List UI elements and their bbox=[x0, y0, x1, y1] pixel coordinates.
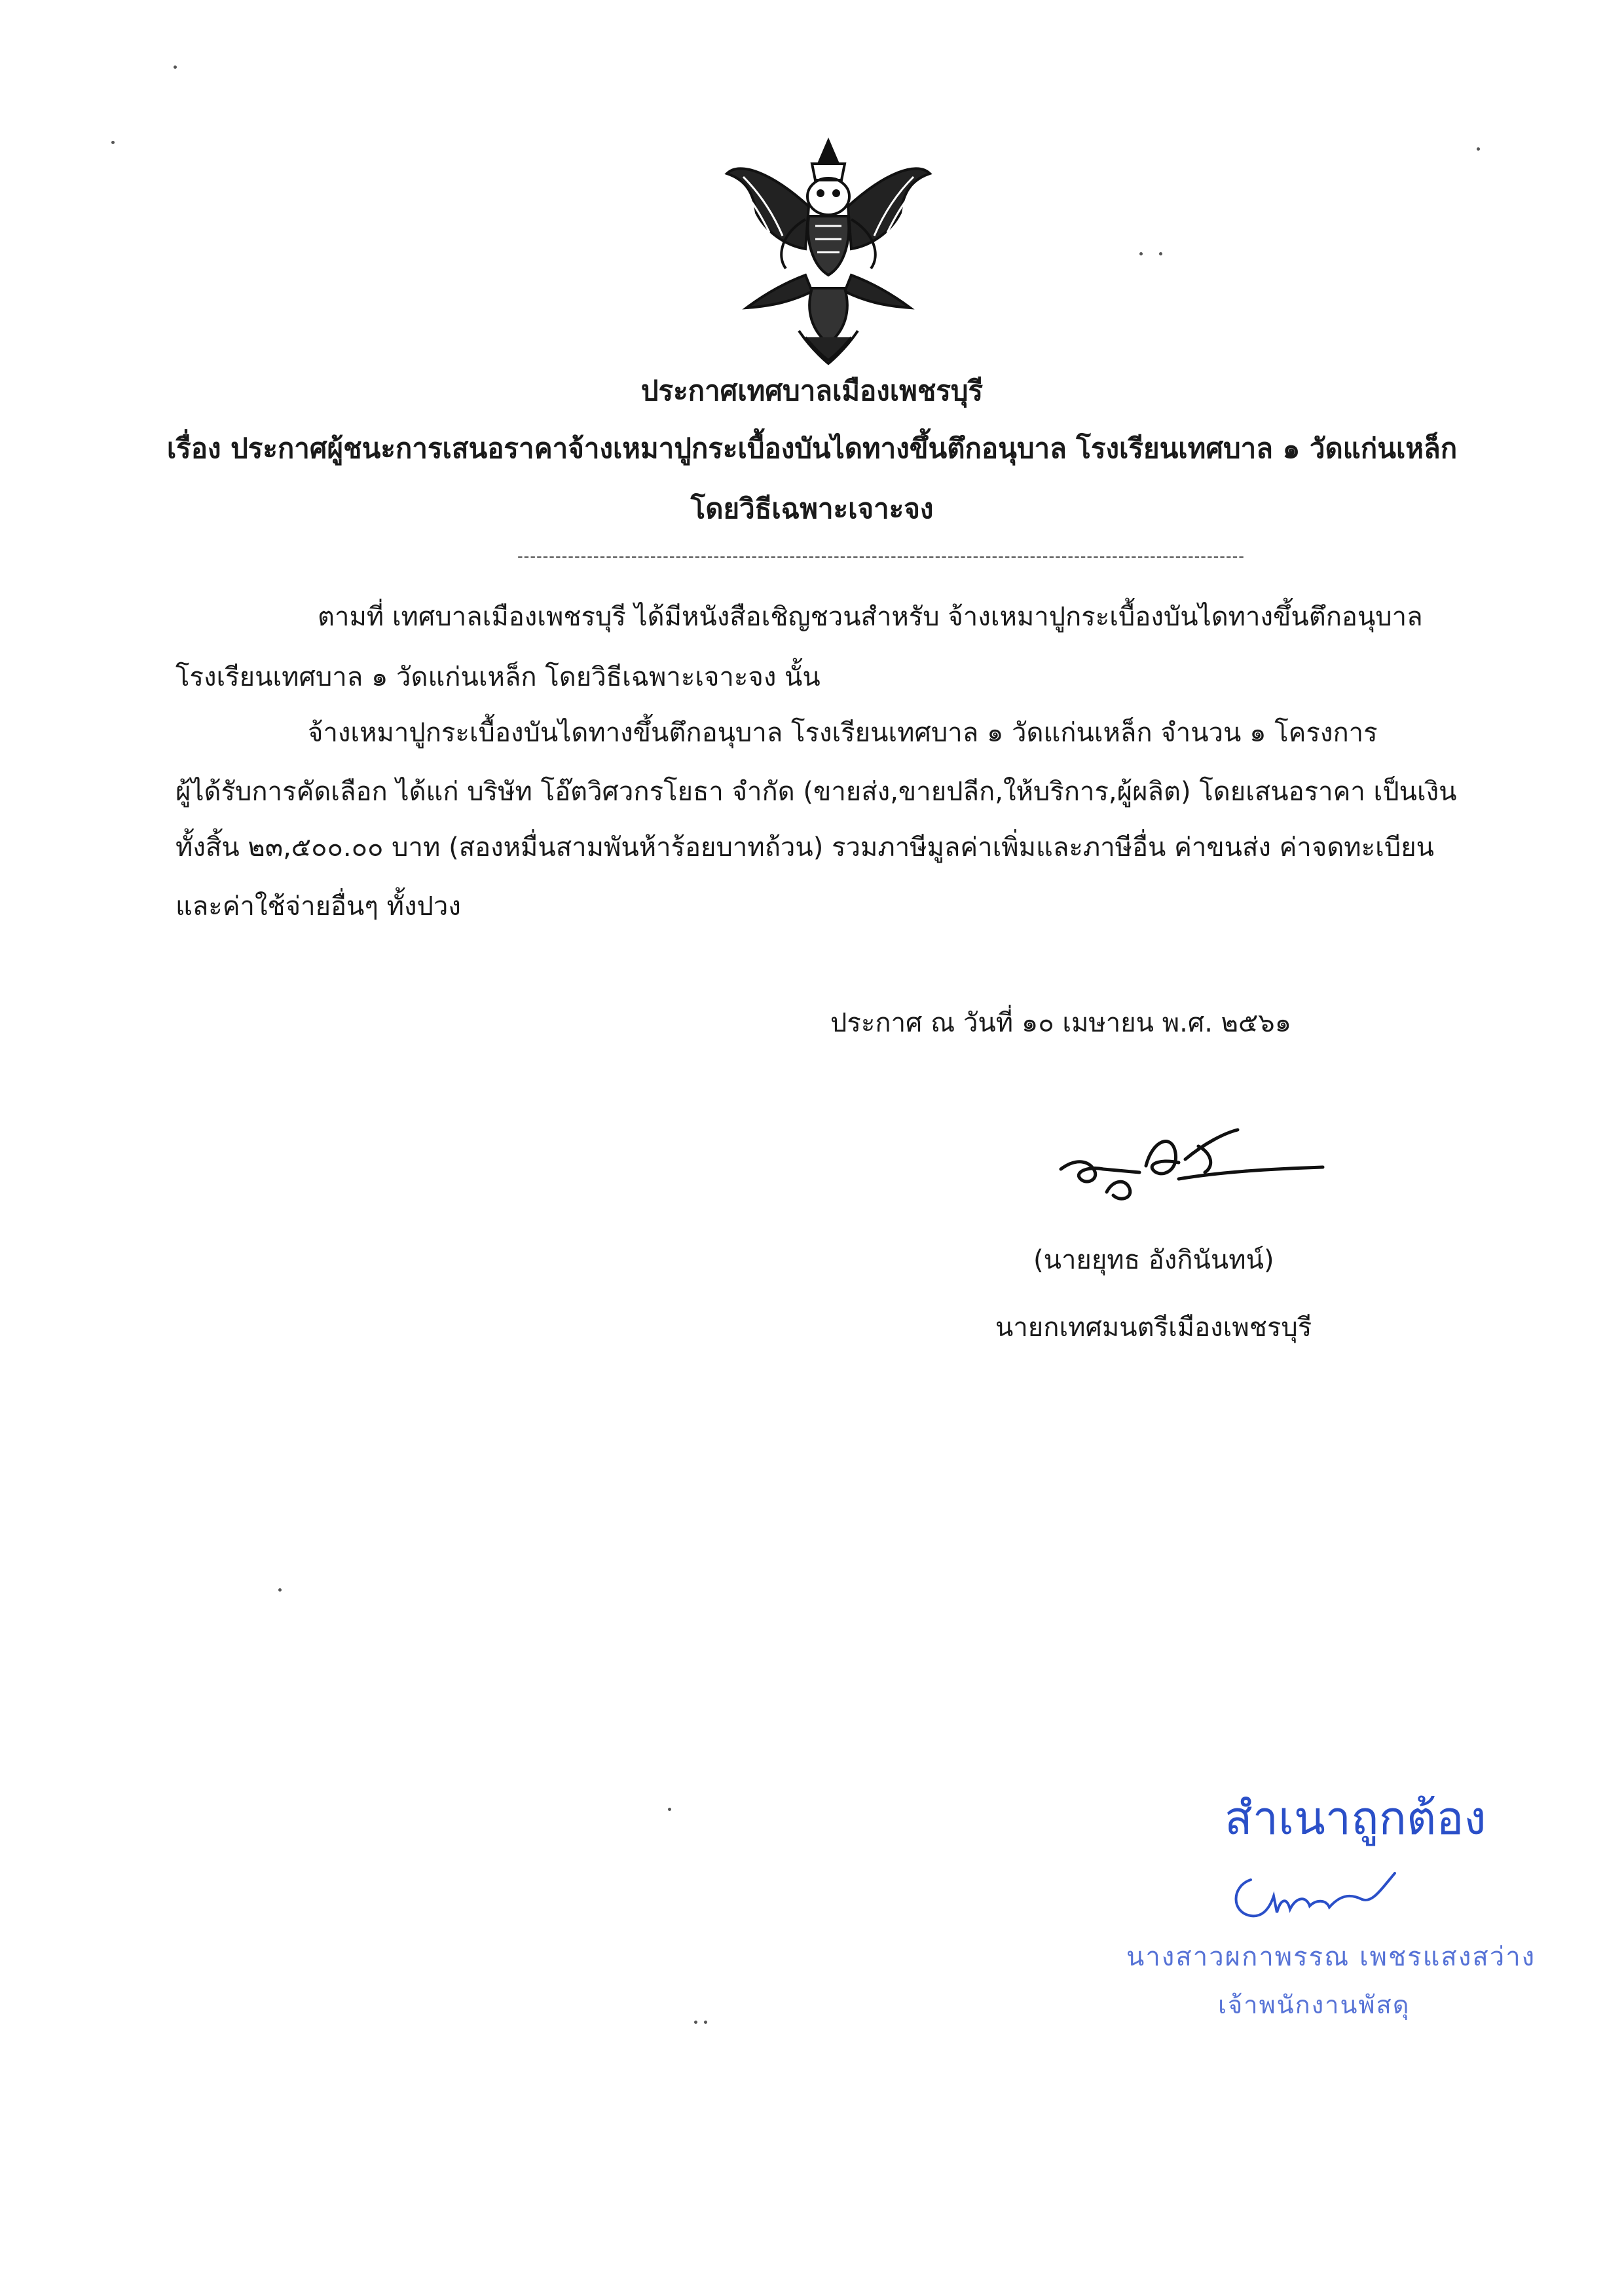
stamp-officer-name: นางสาวผกาพรรณ เพชรแสงสว่าง bbox=[1126, 1942, 1536, 1972]
paragraph1-line2: โรงเรียนเทศบาล ๑ วัดแก่นเหล็ก โดยวิธีเฉพาะเจาะจง นั้น bbox=[175, 662, 821, 692]
scan-speck bbox=[1139, 252, 1143, 255]
announcement-subject: เรื่อง ประกาศผู้ชนะการเสนอราคาจ้างเหมาปูกระเบื้องบันไดทางขึ้นตึกอนุบาล โรงเรียนเทศบาล ๑ วัดแก่นเหล็ก bbox=[166, 432, 1458, 464]
scan-speck bbox=[694, 2021, 697, 2024]
announcement-date: ประกาศ ณ วันที่ ๑๐ เมษายน พ.ศ. ๒๕๖๑ bbox=[830, 1008, 1292, 1038]
divider-line: ------------------------------------------------------------------------------------------------------------------- bbox=[517, 547, 1245, 565]
mayor-signature bbox=[1048, 1107, 1375, 1212]
signer-position: นายกเทศมนตรีเมืองเพชรบุรี bbox=[995, 1313, 1312, 1343]
paragraph2-line3: ทั้งสิ้น ๒๓,๕๐๐.๐๐ บาท (สองหมื่นสามพันห้าร้อยบาทถ้วน) รวมภาษีมูลค่าเพิ่มและภาษีอื่น ค่าขนส่ง ค่าจดทะเบียน bbox=[175, 832, 1434, 863]
paragraph1-line1: ตามที่ เทศบาลเมืองเพชรบุรี ได้มีหนังสือเชิญชวนสำหรับ จ้างเหมาปูกระเบื้องบันไดทางขึ้นตึกอนุบาล bbox=[318, 602, 1423, 632]
garuda-emblem-icon bbox=[720, 134, 936, 370]
scan-speck bbox=[704, 2021, 707, 2024]
stamp-title: สำเนาถูกต้อง bbox=[1225, 1791, 1486, 1845]
scan-speck bbox=[174, 65, 177, 69]
stamp-officer-position: เจ้าพนักงานพัสดุ bbox=[1218, 1990, 1411, 2019]
scan-speck bbox=[1159, 252, 1162, 255]
scan-speck bbox=[1477, 147, 1480, 151]
scan-speck bbox=[278, 1588, 282, 1592]
scan-speck bbox=[111, 141, 115, 144]
certified-copy-stamp bbox=[1126, 1768, 1559, 2043]
paragraph2-line2: ผู้ได้รับการคัดเลือก ได้แก่ บริษัท โอ๊ตวิศวกรโยธา จำกัด (ขายส่ง,ขายปลีก,ให้บริการ,ผู้ผลิต) โดยเสนอราคา เป็นเงิน bbox=[175, 777, 1457, 807]
paragraph2-line4: และค่าใช้จ่ายอื่นๆ ทั้งปวง bbox=[175, 891, 461, 922]
officer-signature bbox=[1225, 1867, 1434, 1926]
announcement-title: ประกาศเทศบาลเมืองเพชรบุรี bbox=[640, 375, 984, 407]
procurement-method: โดยวิธีเฉพาะเจาะจง bbox=[690, 493, 934, 525]
scan-speck bbox=[668, 1808, 671, 1811]
paragraph2-line1: จ้างเหมาปูกระเบื้องบันไดทางขึ้นตึกอนุบาล โรงเรียนเทศบาล ๑ วัดแก่นเหล็ก จำนวน ๑ โครงการ bbox=[308, 718, 1378, 748]
signer-name: (นายยุทธ อังกินันทน์) bbox=[1033, 1245, 1274, 1275]
